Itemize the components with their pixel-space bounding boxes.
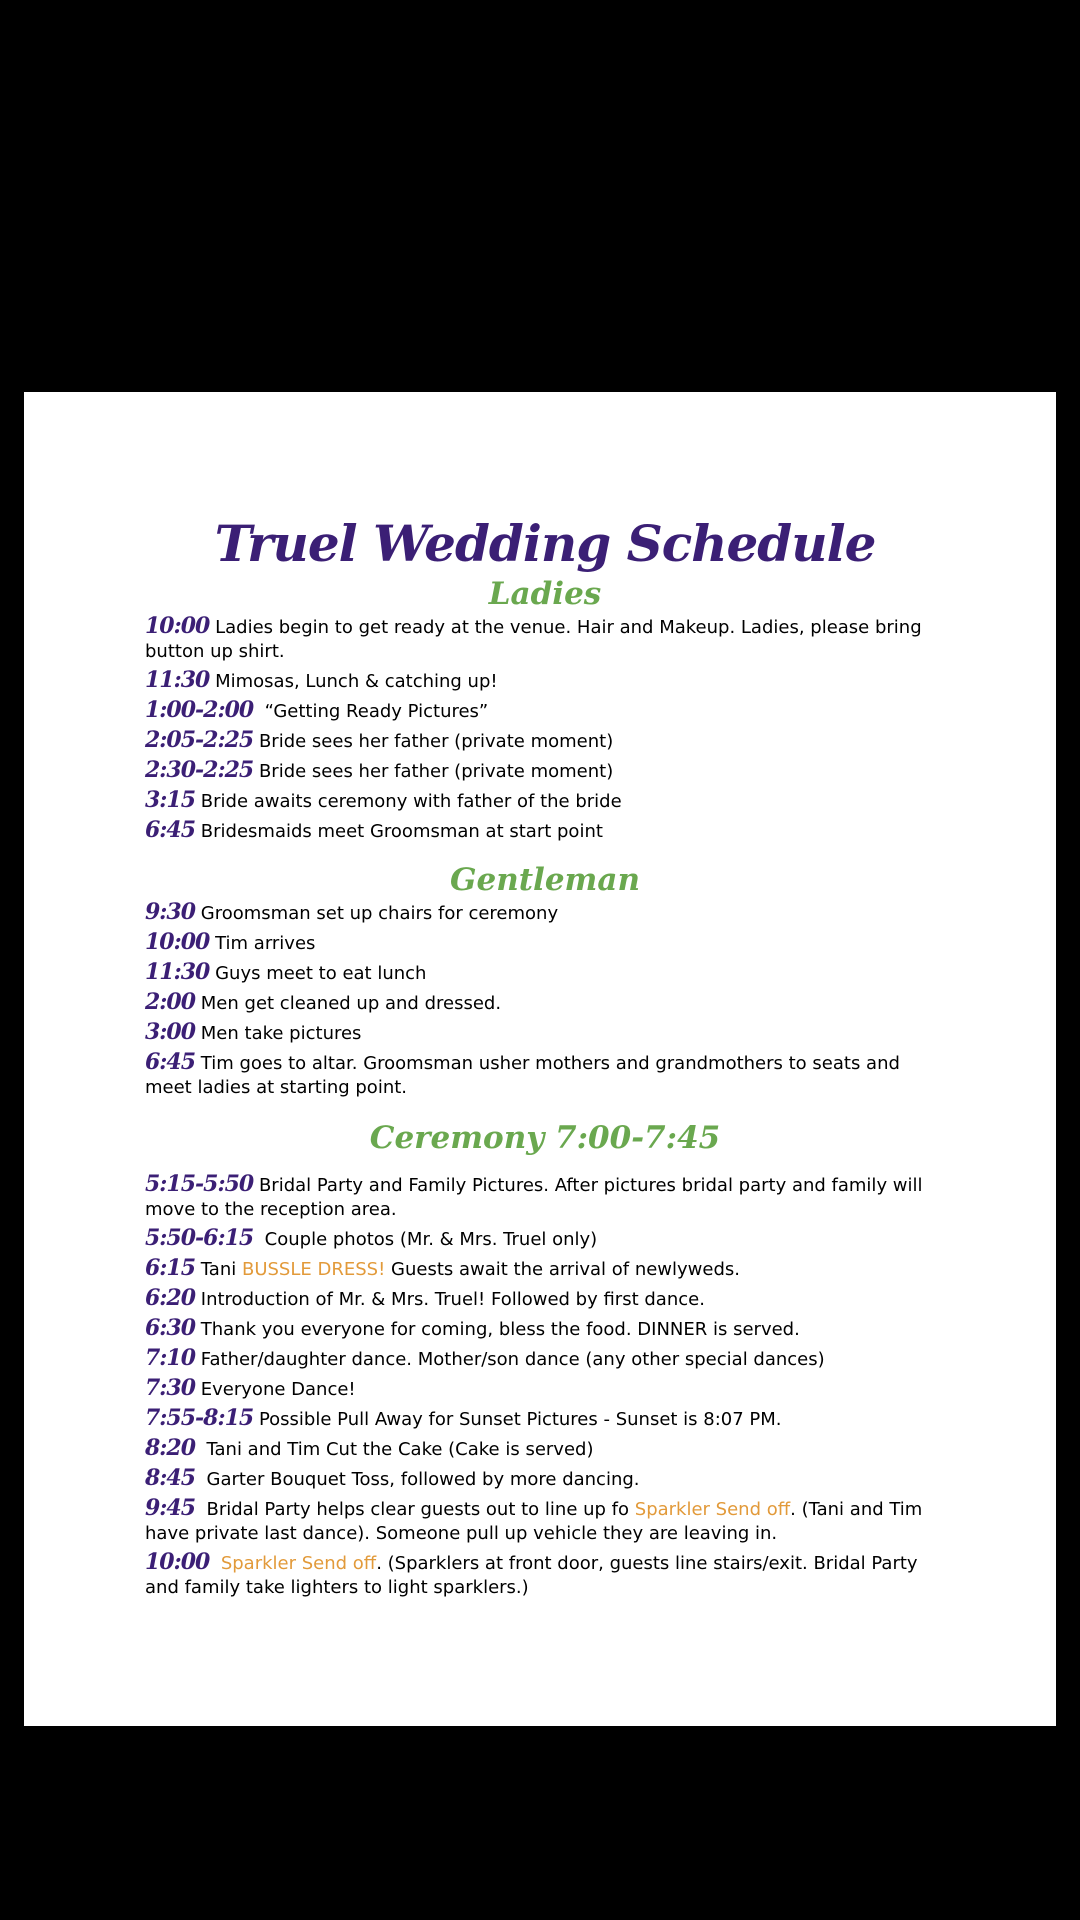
page-title: Truel Wedding Schedule <box>214 514 876 573</box>
entry-text: Guys meet to eat lunch <box>215 963 427 984</box>
schedule-entry <box>145 1226 945 1252</box>
entry-text: Ladies begin to get ready at the venue. Hair and Makeup. Ladies, please bring button up shirt. <box>145 617 922 662</box>
entry-time: 8:45 <box>145 1465 196 1491</box>
schedule-entry <box>145 728 945 754</box>
entry-time: 2:05-2:25 <box>145 727 254 753</box>
entry-text: Tani <box>200 1259 237 1280</box>
entry-text: Bridal Party and Family Pictures. After pictures bridal party and family will move to the reception area. <box>145 1175 923 1220</box>
ladies-schedule-list <box>145 614 945 844</box>
schedule-entry <box>145 990 945 1016</box>
schedule-entry <box>145 614 945 664</box>
schedule-entry <box>145 1436 945 1462</box>
highlight-text: BUSSLE DRESS! <box>241 1259 386 1280</box>
schedule-entry <box>145 1256 945 1282</box>
entry-time: 7:10 <box>145 1345 196 1371</box>
entry-text: Bridesmaids meet Groomsman at start point <box>200 821 603 842</box>
entry-text: Groomsman set up chairs for ceremony <box>200 903 559 924</box>
entry-text: “Getting Ready Pictures” <box>264 701 489 722</box>
entry-time: 5:50-6:15 <box>145 1225 254 1251</box>
entry-time: 2:30-2:25 <box>145 757 254 783</box>
schedule-entry <box>145 1376 945 1402</box>
entry-time: 5:15-5:50 <box>145 1171 254 1197</box>
schedule-entry <box>145 788 945 814</box>
entry-text: Father/daughter dance. Mother/son dance (any other special dances) <box>200 1349 825 1370</box>
entry-time: 10:00 <box>145 929 210 955</box>
entry-text: Tim goes to altar. Groomsman usher mothers and grandmothers to seats and meet ladies at starting point. <box>145 1053 900 1098</box>
schedule-entry <box>145 1550 945 1600</box>
schedule-entry <box>145 900 945 926</box>
entry-text: Everyone Dance! <box>200 1379 356 1400</box>
entry-text: . (Tani and Tim have private last dance). Someone pull up vehicle they are leaving in. <box>145 1499 923 1544</box>
schedule-entry <box>145 1466 945 1492</box>
section-heading-ceremony: Ceremony 7:00-7:45 <box>369 1120 721 1156</box>
ceremony-schedule-list <box>145 1172 945 1600</box>
highlight-text: Sparkler Send off <box>634 1499 791 1520</box>
entry-time: 6:30 <box>145 1315 196 1341</box>
schedule-entry <box>145 1286 945 1312</box>
schedule-entry <box>145 1172 945 1222</box>
entry-time: 7:30 <box>145 1375 196 1401</box>
entry-time: 11:30 <box>145 959 210 985</box>
entry-text: Bride awaits ceremony with father of the bride <box>200 791 622 812</box>
entry-time: 9:45 <box>145 1495 196 1521</box>
entry-time: 8:20 <box>145 1435 196 1461</box>
schedule-entry <box>145 1406 945 1432</box>
schedule-entry <box>145 1316 945 1342</box>
entry-text: Men get cleaned up and dressed. <box>200 993 502 1014</box>
entry-text: Introduction of Mr. & Mrs. Truel! Followed by first dance. <box>200 1289 705 1310</box>
entry-time: 9:30 <box>145 899 196 925</box>
section-heading-gentleman: Gentleman <box>450 862 640 898</box>
schedule-entry <box>145 1020 945 1046</box>
entry-time: 1:00-2:00 <box>145 697 254 723</box>
schedule-entry <box>145 930 945 956</box>
entry-time: 3:00 <box>145 1019 196 1045</box>
schedule-entry <box>145 1346 945 1372</box>
entry-time: 10:00 <box>145 1549 210 1575</box>
schedule-entry <box>145 960 945 986</box>
entry-text: Tani and Tim Cut the Cake (Cake is served) <box>206 1439 594 1460</box>
gentleman-schedule-list <box>145 900 945 1100</box>
schedule-document <box>145 512 945 1604</box>
schedule-entry <box>145 698 945 724</box>
entry-text: Bride sees her father (private moment) <box>258 761 614 782</box>
entry-time: 10:00 <box>145 613 210 639</box>
entry-text: Couple photos (Mr. & Mrs. Truel only) <box>264 1229 598 1250</box>
entry-text: Men take pictures <box>200 1023 362 1044</box>
entry-time: 6:20 <box>145 1285 196 1311</box>
entry-text: Bridal Party helps clear guests out to line up fo <box>206 1499 630 1520</box>
document-page <box>24 392 1056 1726</box>
entry-time: 6:15 <box>145 1255 196 1281</box>
schedule-entry <box>145 1496 945 1546</box>
entry-text: Bride sees her father (private moment) <box>258 731 614 752</box>
entry-time: 6:45 <box>145 1049 196 1075</box>
entry-time: 11:30 <box>145 667 210 693</box>
section-heading-ladies: Ladies <box>488 576 602 612</box>
entry-text: Possible Pull Away for Sunset Pictures - Sunset is 8:07 PM. <box>258 1409 782 1430</box>
entry-time: 2:00 <box>145 989 196 1015</box>
schedule-entry <box>145 758 945 784</box>
entry-text: Garter Bouquet Toss, followed by more dancing. <box>206 1469 640 1490</box>
schedule-entry <box>145 818 945 844</box>
entry-text: Guests await the arrival of newlyweds. <box>391 1259 740 1280</box>
entry-time: 7:55-8:15 <box>145 1405 254 1431</box>
schedule-entry <box>145 668 945 694</box>
entry-time: 6:45 <box>145 817 196 843</box>
entry-text: . (Sparklers at front door, guests line stairs/exit. Bridal Party and family take lighters to light sparklers.) <box>145 1553 918 1598</box>
entry-time: 3:15 <box>145 787 196 813</box>
highlight-text: Sparkler Send off <box>220 1553 377 1574</box>
entry-text: Thank you everyone for coming, bless the food. DINNER is served. <box>200 1319 800 1340</box>
entry-text: Mimosas, Lunch & catching up! <box>215 671 498 692</box>
entry-text: Tim arrives <box>215 933 316 954</box>
schedule-entry <box>145 1050 945 1100</box>
